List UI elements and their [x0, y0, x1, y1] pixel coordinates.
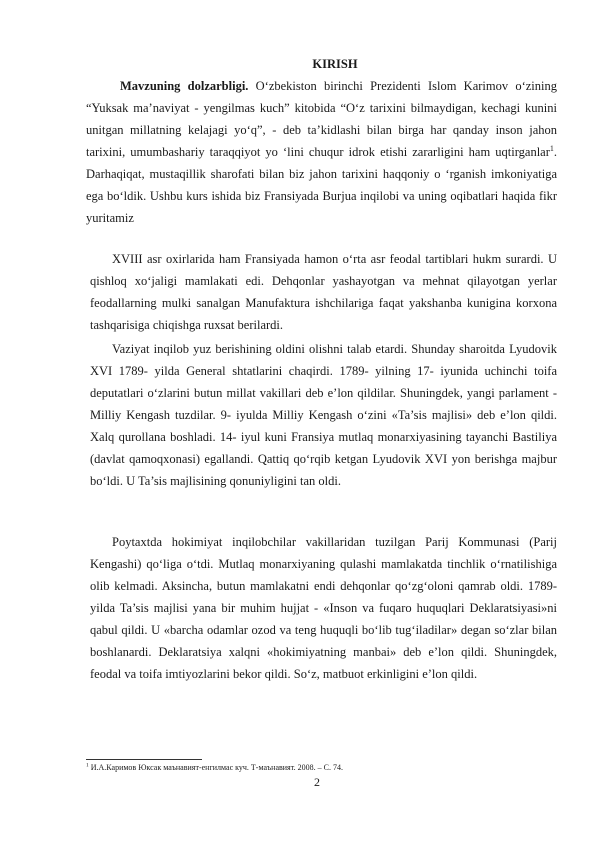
section-heading: KIRISH [312, 57, 358, 71]
paragraph-text: O‘zbekiston birinchi Prezidenti Islom Karimov o‘zining “Yuksak ma’naviyat - yengilmas kuch” kitobida “O‘z tarixini bilmaydigan, kechagi kunini unitgan millatning kelajagi yo‘q”, - deb ta’kidlashi bilan birga har qanday inson jahon tarixini, umumbashariy taraqqiyot yo ‘lini chuqur idrok etishi zararligini ham uqtirganlar [86, 79, 557, 159]
footnote-number: 1 [86, 762, 89, 769]
footnote [86, 763, 343, 773]
relevance-lead: Mavzuning dolzarbligi. [120, 79, 249, 93]
page-number: 2 [314, 775, 320, 789]
footnote-divider [86, 759, 202, 760]
paragraph-feudal-order: XVIII asr oxirlarida ham Fransiyada hamon o‘rta asr feodal tartiblari hukm surardi. U qishloq xo‘jaligi mamlakati edi. Dehqonlar yashayotgan va mehnat qilayotgan yerlar feodallarning mulki sanalgan Manufaktura ishchilariga faqat yakshanba kunigina korxona tashqarisiga chiqishga ruxsat berilardi. [90, 252, 557, 332]
paragraph-text-continued: . Darhaqiqat, mustaqillik sharofati bilan biz jahon tarixini haqqoniy o ‘rganish imkoniyatiga ega bo‘ldik. Ushbu kurs ishida biz Fransiyada Burjua inqilobi va uning oqibatlari haqida fikr yuritamiz [86, 145, 557, 225]
paragraph-relevance [86, 75, 557, 229]
paragraph-paris-commune: Poytaxtda hokimiyat inqilobchilar vakillaridan tuzilgan Parij Kommunasi (Parij Kengashi) qo‘liga o‘tdi. Mutlaq monarxiyaning qulashi mamlakatda tinchlik o‘rnatilishiga olib kelmadi. Aksincha, butun mamlakatni endi dehqonlar qo‘zg‘oloni qamrab oldi. 1789- yilda Ta’sis majlisi yana bir muhim hujjat - «Inson va fuqaro huquqlari Deklaratsiyasi»ni qabul qildi. U «barcha odamlar ozod va teng huquqli bo‘lib tug‘iladilar» degan so‘zlar bilan boshlanardi. Deklaratsiya xalqni «hokimiyatning manbai» deb e’lon qildi. Shuningdek, feodal va toifa imtiyozlarini bekor qildi. So‘z, matbuot erkinligini e’lon qildi. [90, 535, 557, 681]
footnote-text: И.А.Каримов Юксак маънавият-енгилмас куч. Т-маънавият. 2008. – С. 74. [88, 763, 343, 772]
footnote-reference[interactable]: 1 [549, 143, 554, 153]
paragraph-revolution-start: Vaziyat inqilob yuz berishining oldini olishni talab etardi. Shunday sharoitda Lyudovik XVI 1789- yilda General shtatlarini chaqirdi. 1789- yilning 17- iyunida uchinchi toifa deputatlari o‘zlarini butun millat vakillari deb e’lon qildilar. Shuningdek, yangi parlament - Milliy Kengash tuzdilar. 9- iyulda Milliy Kengash o‘zini «Ta’sis majlisi» deb e’lon qildi. Xalq qurollana boshladi. 14- iyul kuni Fransiya mutlaq monarxiyasining tayanchi Bastiliya (davlat qamoqxonasi) egallandi. Qattiq qo‘rqib ketgan Lyudovik XVI yon berishga majbur bo‘ldi. U Ta’sis majlisining qonuniyligini tan oldi. [90, 342, 557, 488]
